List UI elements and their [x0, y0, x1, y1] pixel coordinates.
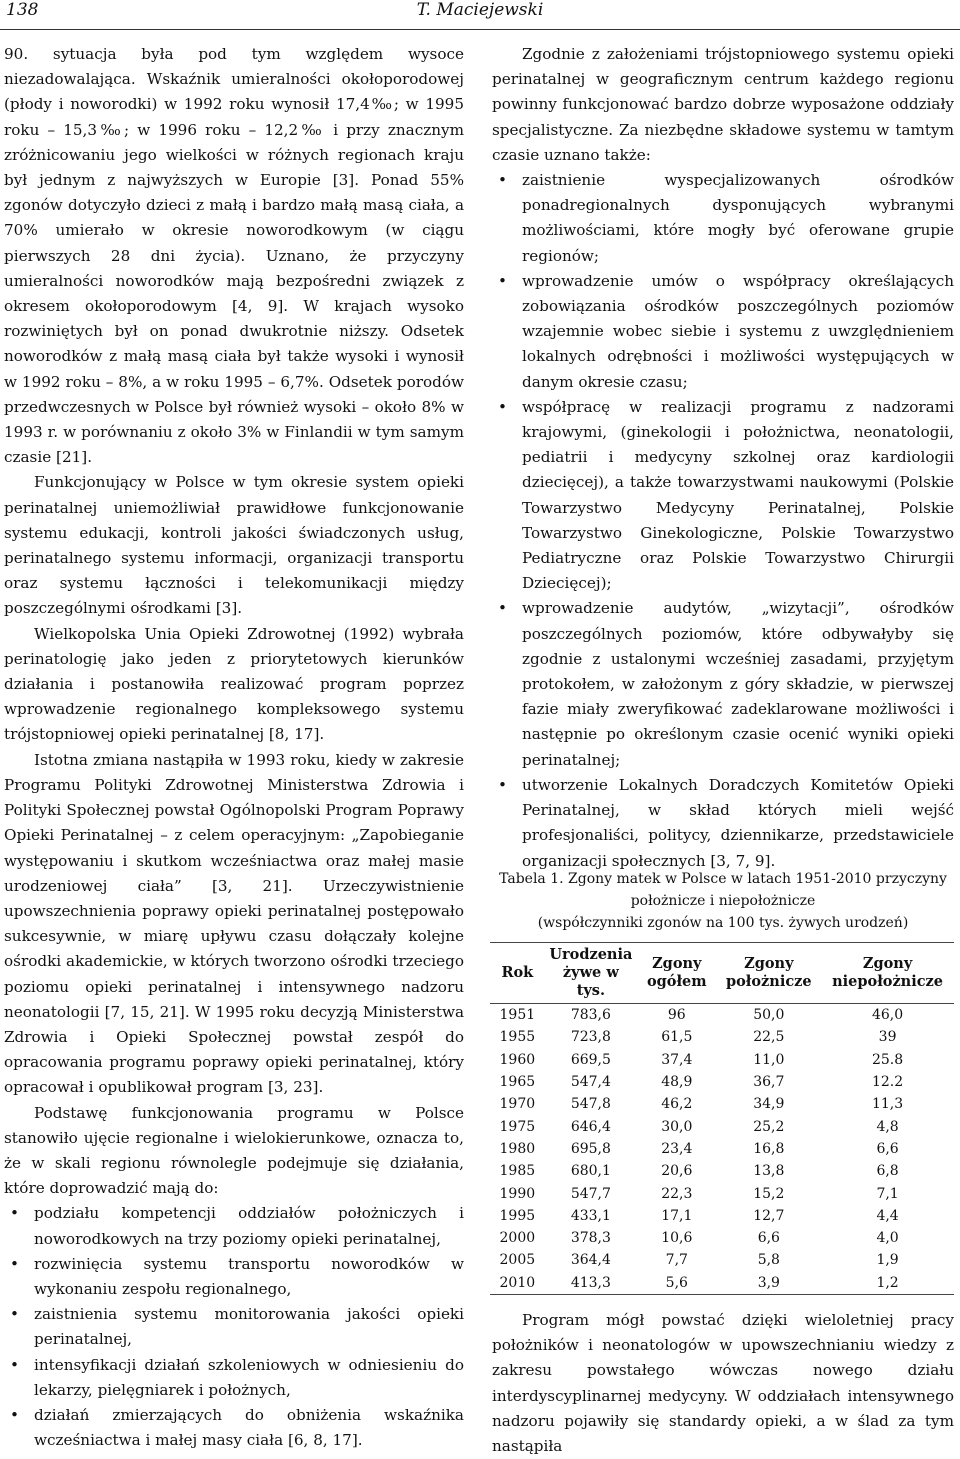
- table-cell: 50,0: [753, 1007, 785, 1024]
- right-column-bottom: [492, 1308, 954, 1459]
- header-nonobstetric-deaths: [821, 943, 954, 1004]
- table-cell: 695,8: [570, 1140, 611, 1157]
- table-cell: 1965: [499, 1074, 536, 1091]
- right-paragraph-bottom: Program mógł powstać dzięki wieloletniej pracy położników i neonatologów w upowszechnianiu wiedzy z zakresu powstałego wówczas nowego działu interdyscyplinarnej medycyny. W oddziałach intensywnego nadzoru pojawiły się standardy opieki, a w ślad za tym nastąpiła: [492, 1311, 954, 1456]
- table-cell: 7,7: [665, 1252, 688, 1269]
- header-births: [545, 943, 637, 1004]
- header-total-deaths: [637, 943, 716, 1004]
- left-paragraph-3: Wielkopolska Unia Opieki Zdrowotnej (1992) wybrała perinatologię jako jeden z priorytetowych kierunków działania i postanowiła realizować program poprzez wprowadzenie regionalnego kompleksowego systemu trójstopniowej opieki perinatalnej [8, 17].: [4, 624, 464, 744]
- table-cell: 46,2: [661, 1096, 693, 1113]
- list-item: • utworzenie Lokalnych Doradczych Komitetów Opieki Perinatalnej, w skład których mieli wejść profesjonaliści, politycy, dziennikarze, przedstawiciele organizacji społecznych [3, 7, 9].: [492, 773, 954, 874]
- header-nonobst-line-1: Zgony: [862, 955, 913, 972]
- list-item: • działań zmierzających do obniżenia wskaźnika wcześniactwa i małej masy ciała [6, 8, 17].: [4, 1403, 464, 1453]
- list-item: • podziału kompetencji oddziałów położniczych i noworodkowych na trzy poziomy opieki perinatalnej,: [4, 1201, 464, 1251]
- table-cell: 1990: [499, 1185, 536, 1202]
- table-cell: 1995: [499, 1207, 536, 1224]
- left-bullet-list: [4, 1201, 464, 1453]
- table-cell: 1955: [499, 1029, 536, 1046]
- table-cell: 12.2: [871, 1074, 904, 1091]
- table-cell: 4,8: [876, 1118, 899, 1135]
- table-cell: 6,8: [876, 1163, 899, 1180]
- left-column: [4, 42, 464, 1453]
- table-cell: 4,4: [876, 1207, 899, 1224]
- table-caption-line-2: położnicze i niepołożnicze: [630, 893, 816, 909]
- table-cell: 1980: [499, 1140, 536, 1157]
- table-cell: 23,4: [661, 1140, 693, 1157]
- table-cell: 1,2: [821, 1272, 954, 1295]
- list-item: • wprowadzenie umów o współpracy określających zobowiązania ośrodków poszczególnych poziomów wzajemnie wobec siebie i systemu z uwzględnieniem lokalnych odrębności i możliwości występujących w danym okresie czasu;: [492, 269, 954, 395]
- table-cell: 22,5: [753, 1029, 785, 1046]
- maternal-deaths-table: [490, 942, 954, 1295]
- table-caption-line-1: Tabela 1. Zgony matek w Polsce w latach 1951-2010 przyczyny: [499, 871, 947, 887]
- table-cell: 4,0: [876, 1230, 899, 1247]
- table-cell: 547,7: [570, 1185, 611, 1202]
- table-cell: 680,1: [570, 1163, 611, 1180]
- table-cell: 36,7: [753, 1074, 785, 1091]
- list-item: • zaistnienie wyspecjalizowanych ośrodków ponadregionalnych dysponujących wybranymi możliwościami, które mogły być oferowane grupie regionów;: [492, 168, 954, 269]
- list-item: • intensyfikacji działań szkoleniowych w odniesieniu do lekarzy, pielęgniarek i położnych,: [4, 1353, 464, 1403]
- table-cell: 669,5: [570, 1051, 611, 1068]
- table-cell: 1970: [499, 1096, 536, 1113]
- table-cell: 3,9: [717, 1272, 822, 1295]
- table-cell: 1960: [499, 1051, 536, 1068]
- table-cell: 25.8: [871, 1051, 904, 1068]
- table-cell: 378,3: [570, 1230, 611, 1247]
- left-paragraph-1: 90. sytuacja była pod tym względem wysoce niezadowalająca. Wskaźnik umieralności okołoporodowej (płody i noworodki) w 1992 roku wynosił 17,4‰; w 1995 roku – 15,3‰; w 1996 roku – 12,2‰ i przy znacznym zróżnicowaniu jego wielkości w różnych regionach kraju był jednym z najwyższych w Europie [3]. Ponad 55% zgonów dotyczyło dzieci z małą i bardzo małą masą ciała, a 70% umierało w okresie noworodkowym (w ciągu pierwszych 28 dni życia). Uznano, że przyczyny umieralności noworodków mają bezpośredni związek z okresem okołoporodowym [4, 9]. W krajach wysoko rozwiniętych był on ponad dwukrotnie niższy. Odsetek noworodków z małą masą ciała był także wysoki i wynosił w 1992 roku – 8%, a w roku 1995 – 6,7%. Odsetek porodów przedwczesnych w Polsce był również wysoki – około 8% w 1993 r. w porównaniu z około 3% w Finlandii w tym samym czasie [21].: [4, 45, 464, 467]
- table-row: [490, 1160, 954, 1182]
- table-cell: 11,0: [753, 1051, 785, 1068]
- table-row: [490, 1227, 954, 1249]
- table-cell: 433,1: [570, 1207, 611, 1224]
- list-item: • zaistnienia systemu monitorowania jakości opieki perinatalnej,: [4, 1302, 464, 1352]
- page-number: 138: [6, 0, 39, 20]
- table-cell: 25,2: [753, 1118, 785, 1135]
- table-cell: 723,8: [570, 1029, 611, 1046]
- page-header: [0, 0, 960, 40]
- table-cell: 1,9: [876, 1252, 899, 1269]
- table-cell: 61,5: [661, 1029, 693, 1046]
- list-item: • współpracę w realizacji programu z nadzorami krajowymi, (ginekologii i położnictwa, neonatologii, pediatrii i medycyny szkolnej oraz kardiologii dziecięcej), a także towarzystwami naukowymi (Polskie Towarzystwo Medycyny Perinatalnej, Polskie Towarzystwo Ginekologiczne, Polskie Towarzystwo Pediatryczne oraz Polskie Towarzystwo Chirurgii Dziecięcej);: [492, 395, 954, 597]
- table-block: [490, 868, 956, 1295]
- header-obst-line-2: położnicze: [726, 973, 812, 990]
- table-row: [490, 1182, 954, 1204]
- table-cell: 413,3: [545, 1272, 637, 1295]
- table-row: [490, 1049, 954, 1071]
- table-cell: 22,3: [661, 1185, 693, 1202]
- table-row: [490, 1071, 954, 1093]
- table-cell: 6,6: [757, 1230, 780, 1247]
- header-total-line-2: ogółem: [646, 973, 707, 990]
- table-cell: 37,4: [661, 1051, 693, 1068]
- table-row: [490, 1205, 954, 1227]
- table-row: [490, 1115, 954, 1137]
- table-row: [490, 1272, 954, 1295]
- table-cell: 10,6: [661, 1230, 693, 1247]
- table-cell: 13,8: [753, 1163, 785, 1180]
- table-header-row: [490, 943, 954, 1004]
- table-cell: 11,3: [871, 1096, 904, 1113]
- table-row: [490, 1138, 954, 1160]
- table-cell: 2010: [490, 1272, 545, 1295]
- table-cell: 39: [878, 1029, 897, 1046]
- table-cell: 46,0: [871, 1007, 904, 1024]
- left-paragraph-5: Podstawę funkcjonowania programu w Polsce stanowiło ujęcie regionalne i wielokierunkowe, oznacza to, że w skali regionu równolegle podejmuje się działania, które doprowadzić mają do:: [4, 1103, 464, 1198]
- table-cell: 30,0: [661, 1118, 693, 1135]
- table-cell: 20,6: [661, 1163, 693, 1180]
- header-births-line-1: Urodzenia: [549, 946, 633, 963]
- table-row: [490, 1004, 954, 1027]
- left-paragraph-2: Funkcjonujący w Polsce w tym okresie system opieki perinatalnej uniemożliwiał prawidłowe funkcjonowanie systemu edukacji, kontroli jakości świadczonych usług, perinatalnego systemu informacji, organizacji transportu oraz systemu łączności i telekomunikacji między poszczególnymi ośrodkami [3].: [4, 473, 464, 618]
- table-cell: 17,1: [661, 1207, 693, 1224]
- table-cell: 2000: [499, 1230, 536, 1247]
- table-row: [490, 1026, 954, 1048]
- table-cell: 547,4: [570, 1074, 611, 1091]
- table-body: [490, 1004, 954, 1295]
- table-cell: 7,1: [876, 1185, 899, 1202]
- header-obst-line-1: Zgony: [744, 955, 794, 972]
- table-cell: 547,8: [570, 1096, 611, 1113]
- table-cell: 5,6: [637, 1272, 716, 1295]
- table-cell: 16,8: [753, 1140, 785, 1157]
- header-year: Rok: [490, 943, 545, 1004]
- left-paragraph-4: Istotna zmiana nastąpiła w 1993 roku, kiedy w zakresie Programu Polityki Zdrowotnej Ministerstwa Zdrowia i Polityki Społecznej powstał Ogólnopolski Program Poprawy Opieki Perinatalnej – z celem operacyjnym: „Zapobieganie występowaniu i skutkom wcześniactwa oraz małej masie urodzeniowej ciała” [3, 21]. Urzeczywistnienie upowszechnienia poprawy opieki perinatalnej postępowało sukcesywnie, w miarę upływu czasu dołączały kolejne ośrodki akademickie, w których tworzono ośrodki trzeciego poziomu opieki perinatalnej i intensywnego nadzoru neonatologii [7, 15, 21]. W 1995 roku decyzją Ministerstwa Zdrowia i Opieki Społecznej powstał zespół do opracowania programu poprawy opieki perinatalnej, który opracował i opublikował program [3, 23].: [4, 750, 464, 1097]
- list-item: • rozwinięcia systemu transportu noworodków w wykonaniu zespołu regionalnego,: [4, 1252, 464, 1302]
- table-cell: 1951: [499, 1007, 536, 1024]
- table-cell: 5,8: [757, 1252, 780, 1269]
- header-rule: [0, 29, 960, 30]
- table-cell: 1975: [499, 1118, 536, 1135]
- list-item: • wprowadzenie audytów, „wizytacji”, ośrodków poszczególnych poziomów, które odbywałyby się zgodnie z ustalonymi wcześniej zasadami, przyjętym protokołem, w założonym z góry składzie, w pierwszej fazie miały zweryfikować zadeklarowane możliwości i następnie po określonym czasie ocenić wyniki opieki perinatalnej;: [492, 596, 954, 772]
- table-cell: 34,9: [753, 1096, 785, 1113]
- right-column: [492, 42, 954, 874]
- right-paragraph-1: Zgodnie z założeniami trójstopniowego systemu opieki perinatalnej w geograficznym centrum każdego regionu powinny funkcjonować bardzo dobrze wyposażone oddziały specjalistyczne. Za niezbędne składowe systemu w tamtym czasie uznano także:: [492, 45, 954, 164]
- table-cell: 2005: [499, 1252, 536, 1269]
- table-cell: 48,9: [661, 1074, 693, 1091]
- table-cell: 15,2: [753, 1185, 785, 1202]
- header-births-line-2: żywe w tys.: [562, 964, 619, 999]
- table-cell: 96: [667, 1007, 686, 1024]
- running-head: T. Maciejewski: [416, 0, 544, 20]
- table-cell: 12,7: [753, 1207, 785, 1224]
- table-cell: 1985: [499, 1163, 536, 1180]
- header-obstetric-deaths: [717, 943, 822, 1004]
- right-bullet-list: [492, 168, 954, 874]
- table-caption-line-3: (współczynniki zgonów na 100 tys. żywych urodzeń): [537, 915, 909, 931]
- table-cell: 364,4: [570, 1252, 611, 1269]
- header-nonobst-line-2: niepołożnicze: [832, 973, 944, 990]
- table-row: [490, 1093, 954, 1115]
- header-total-line-1: Zgony: [652, 955, 702, 972]
- table-cell: 783,6: [570, 1007, 611, 1024]
- table-cell: 646,4: [570, 1118, 611, 1135]
- table-row: [490, 1249, 954, 1271]
- table-cell: 6,6: [876, 1140, 899, 1157]
